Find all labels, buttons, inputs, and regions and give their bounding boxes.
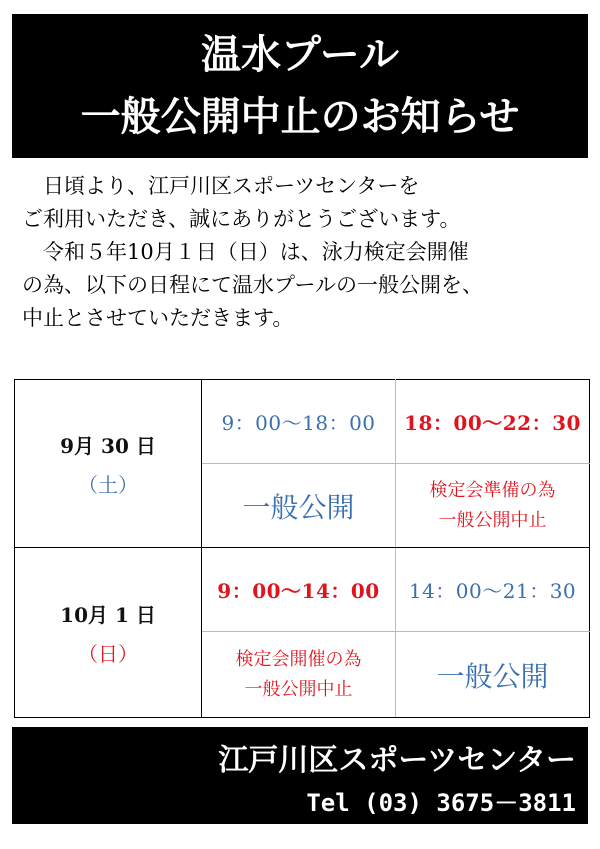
body-line-3: 令和５年10月１日（日）は、泳力検定会開催 bbox=[43, 240, 469, 264]
title-banner bbox=[12, 14, 588, 158]
title-line-2: 一般公開中止のお知らせ bbox=[80, 94, 520, 140]
time-slot-oct1-2 bbox=[396, 548, 590, 632]
status-sep30-2 bbox=[396, 464, 590, 548]
time-slot-sep30-1 bbox=[202, 380, 396, 464]
time-label: 9：00〜14：00 bbox=[217, 579, 380, 603]
day-of-week-label: （日） bbox=[78, 641, 138, 666]
footer-banner bbox=[12, 727, 588, 824]
time-slot-oct1-1 bbox=[202, 548, 396, 632]
facility-name: 江戸川区スポーツセンター bbox=[218, 743, 576, 778]
status-oct1-2 bbox=[396, 632, 590, 718]
day-cell-oct1 bbox=[15, 548, 202, 718]
time-label: 18：00〜22：30 bbox=[404, 411, 581, 435]
phone-number: Tel (03) 3675－3811 bbox=[306, 789, 576, 817]
status-open-label: 一般公開 bbox=[436, 659, 549, 693]
status-oct1-1 bbox=[202, 632, 396, 718]
day-cell-sep30 bbox=[15, 380, 202, 548]
body-line-2: ご利用いただき、誠にありがとうございます。 bbox=[22, 207, 461, 231]
body-line-1: 日頃より、江戸川区スポーツセンターを bbox=[43, 174, 420, 198]
time-label: 14：00〜21：30 bbox=[408, 579, 577, 603]
date-label: 9月 30 日 bbox=[60, 433, 156, 458]
schedule-table bbox=[14, 379, 590, 718]
status-closed-reason: 検定会開催の為 bbox=[235, 648, 362, 670]
day-of-week-label: （土） bbox=[78, 472, 138, 497]
status-sep30-1 bbox=[202, 464, 396, 548]
body-line-5: 中止とさせていただきます。 bbox=[22, 306, 294, 330]
body-line-4: の為、以下の日程にて温水プールの一般公開を、 bbox=[22, 273, 483, 297]
status-open-label: 一般公開 bbox=[242, 490, 355, 524]
date-label: 10月 1 日 bbox=[60, 602, 156, 627]
status-closed-reason: 検定会準備の為 bbox=[429, 479, 556, 501]
time-slot-sep30-2 bbox=[396, 380, 590, 464]
status-closed-label: 一般公開中止 bbox=[438, 509, 547, 531]
notice-body bbox=[22, 170, 582, 335]
title-line-1: 温水プール bbox=[201, 32, 399, 78]
status-closed-label: 一般公開中止 bbox=[244, 678, 353, 700]
time-label: 9：00〜18：00 bbox=[221, 411, 376, 435]
